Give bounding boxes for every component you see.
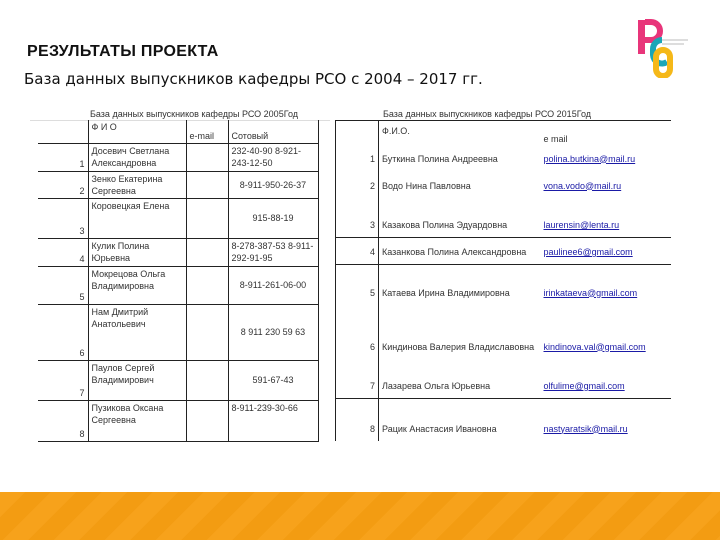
email-link[interactable]: paulinee6@gmail.com	[541, 238, 671, 265]
table-row: 7 Лазарева Ольга Юрьевна olfulime@gmail.com	[336, 359, 671, 399]
decorative-footer-band	[0, 492, 720, 540]
email-link[interactable]: nastyaratsik@mail.ru	[543, 423, 628, 434]
rso-logo	[634, 18, 694, 78]
header-phone: Сотовый	[228, 120, 318, 143]
header-name: Ф.И.О.	[379, 121, 541, 151]
table-row: 8 Рацик Анастасия Ивановна nastyaratsik@mail.ru	[336, 399, 671, 441]
email-link[interactable]: kindinova.val@gmail.com	[543, 341, 646, 352]
table-row: 6 Нам Дмитрий Анатольевич 8 911 230 59 63	[38, 304, 318, 360]
graduates-2015-table	[335, 120, 671, 441]
email-link[interactable]: laurensin@lenta.ru	[541, 198, 671, 238]
table-row: 6 Киндинова Валерия Владиславовна kindinova.val@gmail.com	[336, 305, 671, 359]
header-email: e-mail	[186, 120, 228, 143]
email-link[interactable]: irinkataeva@gmail.com	[543, 287, 638, 298]
slide-title: РЕЗУЛЬТАТЫ ПРОЕКТА	[27, 43, 219, 60]
table-row: 4 Казанкова Полина Александровна paulinee6@gmail.com	[336, 238, 671, 265]
header-name: Ф И О	[88, 120, 186, 143]
table-row: 8 Пузикова Оксана Сергеевна 8-911-239-30-66	[38, 400, 318, 441]
email-link[interactable]: polina.butkina@mail.ru	[543, 153, 636, 164]
table-row: 1 Буткина Полина Андреевна polina.butkina@mail.ru	[336, 151, 671, 171]
header-email: e mail	[541, 121, 671, 151]
table-row: 2 Зенко Екатерина Сергеевна 8-911-950-26-37	[38, 171, 318, 198]
email-link[interactable]: olfulime@gmail.com	[541, 359, 671, 399]
graduates-2005-table	[38, 120, 319, 442]
table-row: 3 Казакова Полина Эдуардовна laurensin@lenta.ru	[336, 198, 671, 238]
table-row: 2 Водо Нина Павловна vona.vodo@mail.ru	[336, 171, 671, 198]
table-row: 1 Досевич Светлана Александровна 232-40-90 8-921-243-12-50	[38, 143, 318, 171]
slide-subtitle: База данных выпускников кафедры РСО с 2004 – 2017 гг.	[24, 70, 483, 88]
right-table-caption: База данных выпускников кафедры РСО 2015Год	[383, 109, 592, 119]
table-row: 4 Кулик Полина Юрьевна 8-278-387-53 8-911-292-91-95	[38, 238, 318, 266]
table-row: 7 Паулов Сергей Владимирович 591-67-43	[38, 360, 318, 400]
table-row: 5 Мокрецова Ольга Владимировна 8-911-261-06-00	[38, 266, 318, 304]
email-link[interactable]: vona.vodo@mail.ru	[543, 180, 622, 191]
left-table-caption: База данных выпускников кафедры РСО 2005Год	[90, 109, 299, 119]
table-row: 5 Катаева Ирина Владимировна irinkataeva@gmail.com	[336, 265, 671, 305]
table-row: 3 Коровецкая Елена 915-88-19	[38, 198, 318, 238]
